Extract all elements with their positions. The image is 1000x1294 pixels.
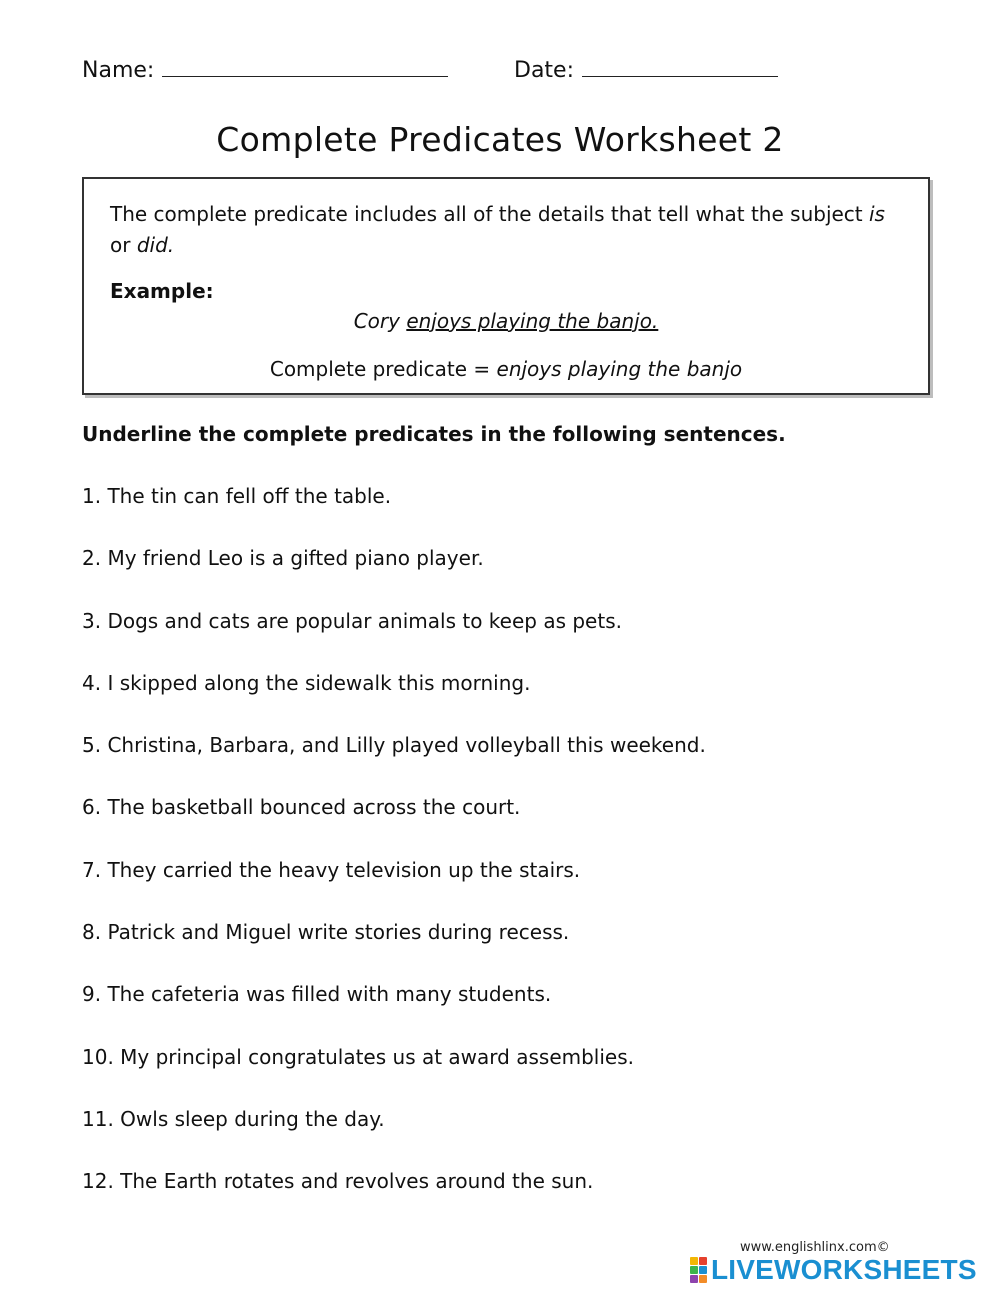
date-blank-line[interactable] bbox=[582, 58, 778, 77]
example-predicate: enjoys playing the banjo. bbox=[406, 309, 659, 333]
liveworksheets-logo bbox=[690, 1254, 977, 1286]
sentence-item[interactable]: 8. Patrick and Miguel write stories during recess. bbox=[82, 920, 570, 945]
logo-tile bbox=[699, 1275, 707, 1283]
logo-tile bbox=[690, 1275, 698, 1283]
sentence-item[interactable]: 10. My principal congratulates us at award assemblies. bbox=[82, 1044, 634, 1069]
definition-did: did. bbox=[136, 233, 175, 257]
date-label: Date: bbox=[514, 58, 574, 83]
name-label: Name: bbox=[82, 58, 155, 83]
date-field bbox=[514, 58, 778, 83]
sentence-item[interactable]: 11. Owls sleep during the day. bbox=[82, 1106, 385, 1131]
logo-tile bbox=[699, 1257, 707, 1265]
answer-value: enjoys playing the banjo bbox=[496, 357, 743, 381]
sentence-item[interactable]: 4. I skipped along the sidewalk this morning. bbox=[82, 670, 531, 695]
name-blank-line[interactable] bbox=[162, 58, 448, 77]
answer-label: Complete predicate = bbox=[269, 357, 497, 381]
sentence-item[interactable]: 12. The Earth rotates and revolves around the sun. bbox=[82, 1169, 594, 1194]
sentence-item[interactable]: 9. The cafeteria was filled with many students. bbox=[82, 982, 552, 1007]
sentence-item[interactable]: 7. They carried the heavy television up the stairs. bbox=[82, 857, 581, 882]
example-subject: Cory bbox=[353, 309, 407, 333]
logo-tile bbox=[690, 1257, 698, 1265]
header-row bbox=[82, 58, 922, 92]
sentence-item[interactable]: 5. Christina, Barbara, and Lilly played volleyball this weekend. bbox=[82, 733, 706, 758]
sentence-list bbox=[82, 482, 706, 1230]
name-field bbox=[82, 58, 448, 83]
example-answer bbox=[84, 357, 928, 381]
definition-box bbox=[82, 177, 930, 395]
liveworksheets-logo-icon bbox=[690, 1257, 707, 1283]
definition-part1: The complete predicate includes all of the details that tell what the subject bbox=[110, 202, 869, 226]
sentence-item[interactable]: 6. The basketball bounced across the court. bbox=[82, 795, 521, 820]
sentence-item[interactable]: 1. The tin can fell off the table. bbox=[82, 484, 392, 508]
definition-or: or bbox=[110, 233, 137, 257]
footer-url: www.englishlinx.com© bbox=[740, 1240, 890, 1255]
liveworksheets-brand-text: LIVEWORKSHEETS bbox=[711, 1254, 977, 1285]
instruction: Underline the complete predicates in the following sentences. bbox=[82, 422, 786, 446]
example-sentence bbox=[84, 309, 928, 333]
logo-tile bbox=[699, 1266, 707, 1274]
definition-is: is bbox=[869, 202, 885, 226]
logo-tile bbox=[690, 1266, 698, 1274]
sentence-item[interactable]: 2. My friend Leo is a gifted piano player. bbox=[82, 546, 484, 571]
definition-text bbox=[110, 199, 900, 261]
page-title: Complete Predicates Worksheet 2 bbox=[216, 120, 784, 159]
example-label: Example: bbox=[110, 279, 214, 303]
sentence-item[interactable]: 3. Dogs and cats are popular animals to keep as pets. bbox=[82, 608, 622, 633]
